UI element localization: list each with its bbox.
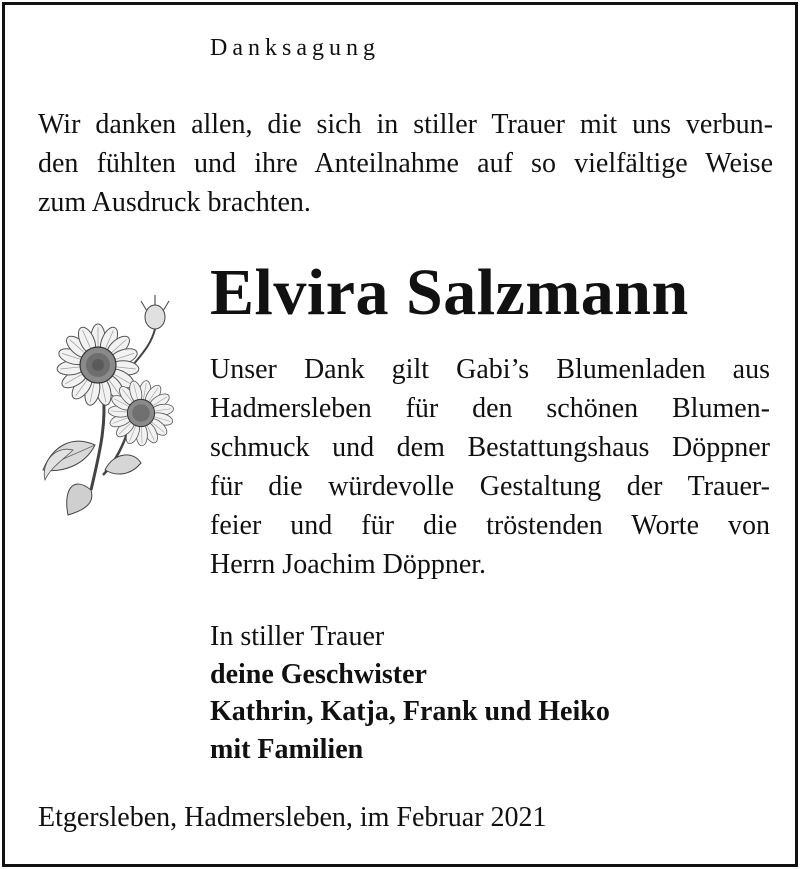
thanks-line: für die würdevolle Gestaltung der Trauer- [210, 471, 770, 502]
signature-families: mit Familien [210, 733, 364, 765]
sunflower-icon [33, 295, 193, 525]
thanks-paragraph [210, 350, 770, 584]
deceased-name: Elvira Salzmann [210, 256, 689, 329]
signature-names: Kathrin, Katja, Frank und Heiko [210, 696, 610, 727]
place-date: Etgersleben, Hadmersleben, im Februar 2021 [38, 802, 547, 833]
intro-line: den fühlten und ihre Anteilnahme auf so vielfältige Weise [38, 148, 773, 179]
signature-relation: deine Geschwister [210, 658, 427, 690]
signature-intro: In stiller Trauer [210, 621, 385, 652]
intro-line: Wir danken allen, die sich in stiller Trauer mit uns verbun- [38, 109, 773, 140]
thanks-line: Unser Dank gilt Gabi’s Blumenladen aus [210, 354, 770, 385]
thanks-line: feier und für die tröstenden Worte von [210, 510, 770, 541]
thanks-line: Hadmersleben für den schönen Blumen- [210, 393, 770, 424]
thanks-line: Herrn Joachim Döppner. [210, 549, 487, 580]
signature-block [210, 618, 610, 768]
intro-paragraph [38, 105, 773, 222]
notice-heading: Danksagung [210, 35, 380, 61]
obituary-card [2, 2, 798, 867]
thanks-line: schmuck und dem Bestattungshaus Döppner [210, 432, 770, 463]
intro-line: zum Ausdruck brachten. [38, 187, 311, 218]
